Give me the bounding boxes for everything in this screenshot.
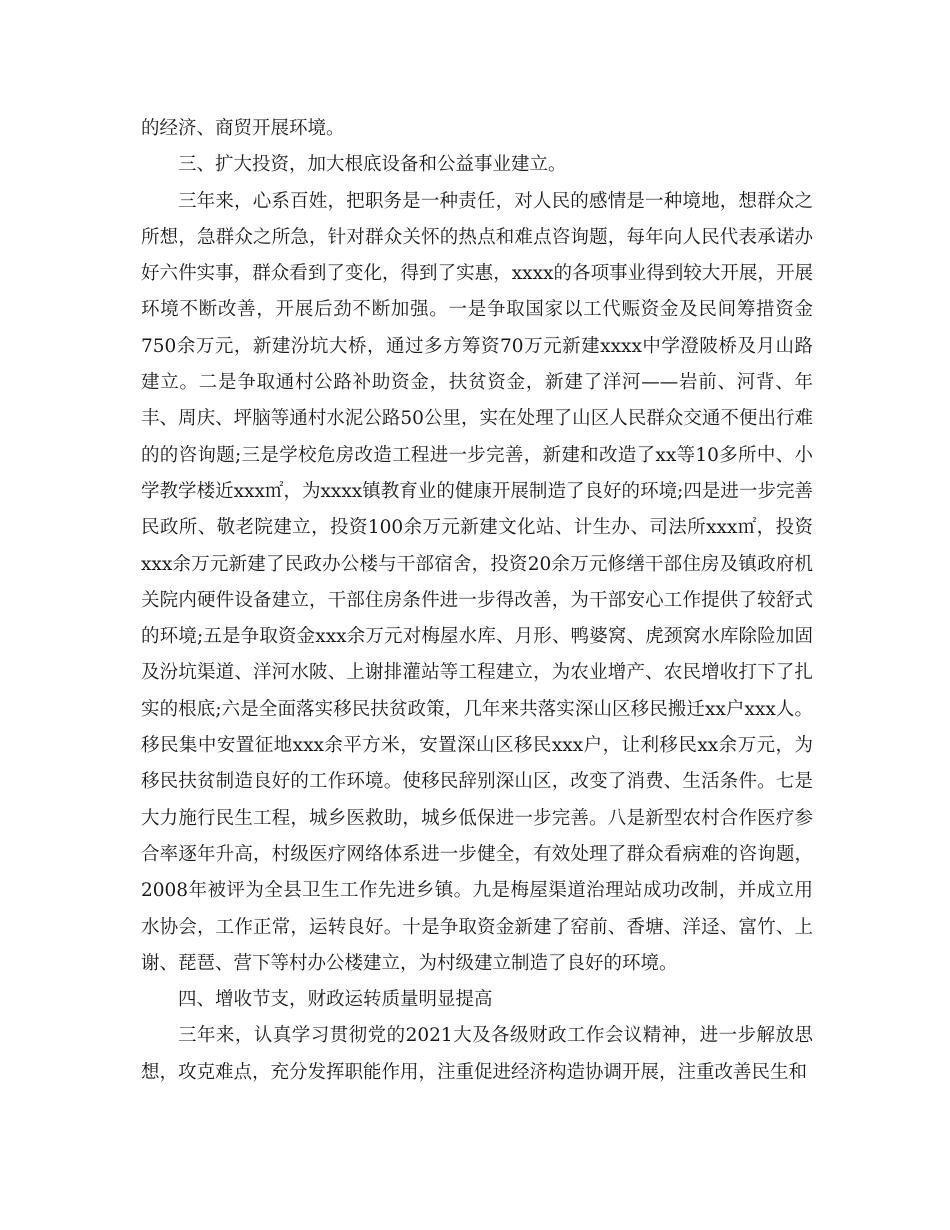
paragraph-continuation: 的经济、商贸开展环境。 xyxy=(141,118,345,139)
section-heading-4: 四、增收节支，财政运转质量明显提高 xyxy=(178,989,493,1011)
paragraph-body: 三年来，心系百姓，把职务是一种责任，对人民的感情是一种境地，想群众之所想，急群众之所急，针对群众关怀的热点和难点咨询题，每年向人民代表承诺办好六件实事，群众看到了变化，得到了实惠，xxxx的各项事业得到较大开展，开展环境不断改善，开展后劲不断加强。一是争取国家以工代赈资金及民间筹措资金750余万元，新建汾坑大桥，通过多方筹资70万元新建xxxx中学澄陂桥及月山路建立。二是争取通村公路补助资金，扶贫资金，新建了洋河——岩前、河背、年丰、周庆、坪脑等通村水泥公路50公里，实在处理了山区人民群众交通不便出行难的的咨询题;三是学校危房改造工程进一步完善，新建和改造了xx等10多所中、小学教学楼近xxx㎡，为xxxx镇教育业的健康开展制造了良好的环境;四是进一步完善民政所、敬老院建立，投资100余万元新建文化站、计生办、司法所xxx㎡，投资xxx余万元新建了民政办公楼与干部宿舍，投资20余万元修缮干部住房及镇政府机关院内硬件设备建立，干部住房条件进一步得改善，为干部安心工作提供了较舒式的环境;五是争取资金xxx余万元对梅屋水库、月形、鸭婆窝、虎颈窝水库除险加固及汾坑渠道、洋河水陂、上谢排灌站等工程建立，为农业增产、农民增收打下了扎实的根底;六是全面落实移民扶贫政策，几年来共落实深山区移民搬迁xx户xxx人。移民集中安置征地xxx余平方米，安置深山区移民xxx户，让利移民xx余万元，为移民扶贫制造良好的工作环境。使移民辞别深山区，改变了消费、生活条件。七是大力施行民生工程，城乡医救助，城乡低保进一步完善。八是新型农村合作医疗参合率逐年升高，村级医疗网络体系进一步健全，有效处理了群众看病难的咨询题，2008年被评为全县卫生工作先进乡镇。九是梅屋渠道治理站成功改制，并成立用水协会，工作正常，运转良好。十是争取资金新建了窑前、香塘、洋迳、富竹、上谢、琵琶、营下等村办公楼建立，为村级建立制造了良好的环境。 xyxy=(141,190,813,974)
document-body xyxy=(141,111,813,1091)
paragraph-body: 三年来，认真学习贯彻党的2021大及各级财政工作会议精神，进一步解放思想，攻克难点，充分发挥职能作用，注重促进经济构造协调开展，注重改善民生和 xyxy=(141,1025,813,1083)
section-heading-3: 三、扩大投资，加大根底设备和公益事业建立。 xyxy=(178,154,567,176)
